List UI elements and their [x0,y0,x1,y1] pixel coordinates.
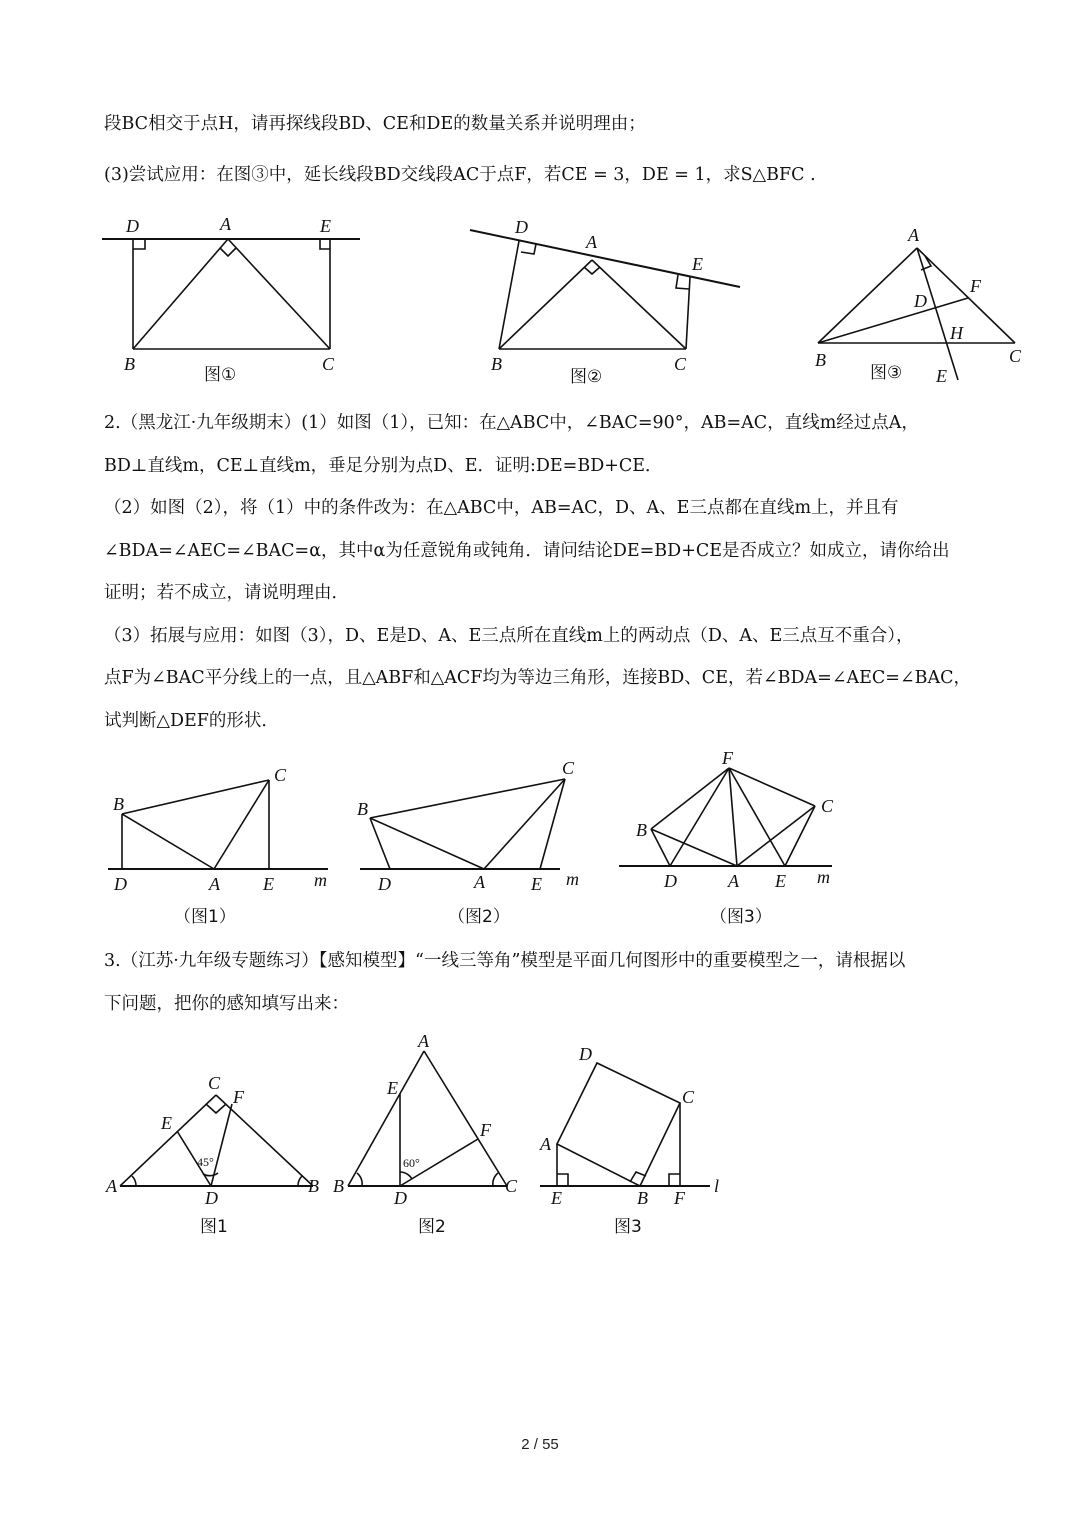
label-B: B [357,799,368,819]
label-F: F [233,1087,244,1107]
text-line-3: 2.（黑龙江·九年级期末）(1）如图（1），已知：在△ABC中，∠BAC=90°，AB=AC，直线m经过点A， [104,413,919,433]
text-line-12: 下问题，把你的感知填写出来： [104,994,349,1014]
row3-figure-1 [105,1073,319,1237]
label-m: m [314,870,327,890]
angle-45: 45° [197,1155,214,1169]
label-B: B [491,354,502,374]
label-A: A [220,214,231,234]
label-D: D [114,874,127,894]
label-A: A [209,874,220,894]
label-D: D [126,216,139,236]
caption-fig3: 图③ [870,363,903,383]
caption-fig3: 图3 [614,1217,642,1237]
text-line-9: 点F为∠BAC平分线上的一点，且△ABF和△ACF均为等边三角形，连接BD、CE，若∠BDA=∠AEC=∠BAC， [104,668,972,688]
label-C: C [682,1087,695,1107]
label-E: E [936,366,947,386]
label-C: C [208,1073,221,1093]
row3-figure-3 [539,1044,719,1237]
label-B: B [113,794,124,814]
caption-fig1: 图① [204,365,237,385]
text-line-2: (3)尝试应用：在图③中，延长线段BD交线段AC于点F，若CE = 3，DE = 1，求S△BFC . [104,165,816,185]
caption-fig2: 图2 [418,1217,446,1237]
row2-figure-2 [357,758,579,927]
label-D: D [914,291,927,311]
label-C: C [821,796,834,816]
text-line-8: （3）拓展与应用：如图（3），D、E是D、A、E三点所在直线m上的两动点（D、A、E三点互不重合）， [104,626,914,646]
row1-figure-1 [102,214,360,385]
label-D: D [205,1188,218,1208]
label-A: A [474,872,485,892]
label-B: B [308,1176,319,1196]
label-C: C [674,354,687,374]
label-D: D [579,1044,592,1064]
label-A: A [106,1176,117,1196]
label-F: F [970,276,981,296]
label-C: C [322,354,335,374]
label-B: B [333,1176,344,1196]
label-F: F [480,1120,491,1140]
label-l: l [714,1176,720,1196]
row1-figure-2 [470,217,740,387]
label-H: H [950,323,963,343]
label-A: A [540,1134,551,1154]
row2-figure-3 [619,748,834,927]
label-E: E [775,871,786,891]
text-line-10: 试判断△DEF的形状． [104,711,279,731]
text-line-5: （2）如图（2），将（1）中的条件改为：在△ABC中，AB=AC，D、A、E三点都在直线m上，并且有 [104,498,899,518]
angle-60: 60° [403,1156,420,1170]
label-C: C [274,765,287,785]
label-m: m [817,867,830,887]
label-m: m [566,869,579,889]
label-A: A [418,1031,429,1051]
label-F: F [674,1188,685,1208]
label-E: E [531,874,542,894]
label-C: C [562,758,575,778]
label-B: B [637,1188,648,1208]
label-D: D [378,874,391,894]
label-B: B [815,350,826,370]
label-A: A [908,225,919,245]
label-B: B [636,820,647,840]
label-E: E [692,254,703,274]
caption-fig2: 图② [570,367,603,387]
caption-fig2: （图2） [448,907,510,927]
text-line-6: ∠BDA=∠AEC=∠BAC=α，其中α为任意锐角或钝角．请问结论DE=BD+CE是否成立？如成立，请你给出 [104,541,950,561]
page-number: 2 / 55 [521,1436,559,1453]
label-E: E [387,1078,398,1098]
row1-figure-3 [815,225,1022,386]
label-C: C [1009,346,1022,366]
label-C: C [505,1176,518,1196]
text-line-4: BD⊥直线m，CE⊥直线m，垂足分别为点D、E．证明:DE=BD+CE． [104,456,663,476]
label-E: E [320,216,331,236]
label-D: D [394,1188,407,1208]
caption-fig3: （图3） [710,907,772,927]
label-E: E [263,874,274,894]
row3-figure-2 [333,1031,518,1237]
label-A: A [586,232,597,252]
text-line-1: 段BC相交于点H，请再探线段BD、CE和DE的数量关系并说明理由； [104,114,646,134]
text-line-11: 3.（江苏·九年级专题练习）【感知模型】“一线三等角”模型是平面几何图形中的重要模型之一，请根据以 [104,951,906,971]
label-E: E [551,1188,562,1208]
text-line-7: 证明；若不成立，请说明理由． [104,583,349,603]
label-E: E [161,1113,172,1133]
label-D: D [664,871,677,891]
row2-figure-1 [108,765,328,927]
caption-fig1: 图1 [200,1217,228,1237]
label-F: F [722,748,733,768]
label-D: D [515,217,528,237]
label-B: B [124,354,135,374]
label-A: A [728,871,739,891]
caption-fig1: （图1） [174,907,236,927]
